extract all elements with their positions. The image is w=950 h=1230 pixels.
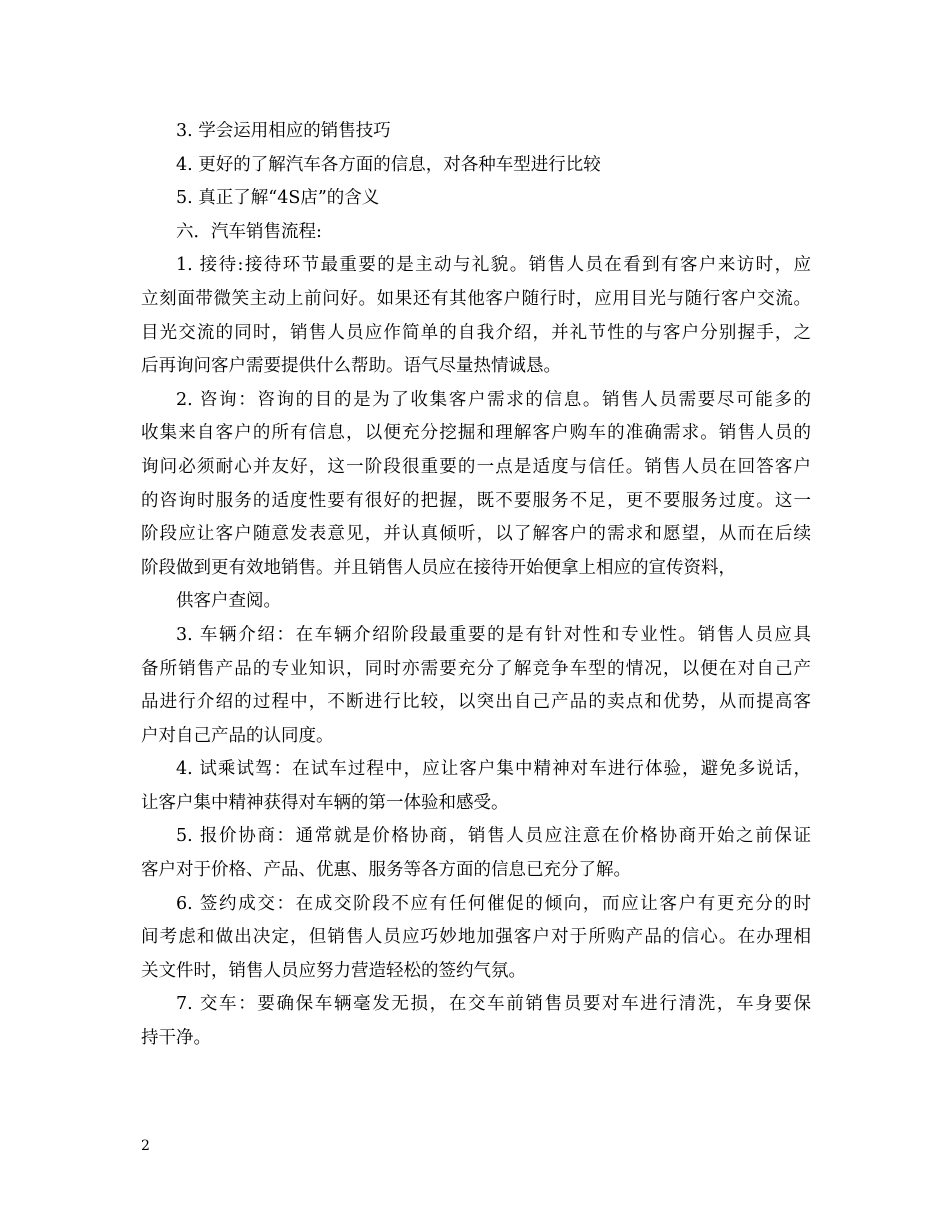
text-line: 3. 车辆介绍：在车辆介绍阶段最重要的是有针对性和专业性。销售人员应具 bbox=[176, 624, 811, 645]
text-line: 关文件时，销售人员应努力营造轻松的签约气氛。 bbox=[141, 960, 526, 981]
text-line: 品进行介绍的过程中，不断进行比较，以突出自己产品的卖点和优势，从而提高客 bbox=[141, 692, 811, 713]
text-line: 让客户集中精神获得对车辆的第一体验和感受。 bbox=[141, 792, 509, 813]
page-number: 2 bbox=[141, 1138, 150, 1154]
text-line: 后再询问客户需要提供什么帮助。语气尽量热情诚恳。 bbox=[141, 356, 561, 377]
text-line: 4. 试乘试驾：在试车过程中，应让客户集中精神对车进行体验，避免多说话， bbox=[176, 759, 811, 780]
text-line: 7. 交车：要确保车辆毫发无损，在交车前销售员要对车进行清洗，车身要保 bbox=[176, 994, 811, 1015]
text-line: 收集来自客户的所有信息，以便充分挖掘和理解客户购车的准确需求。销售人员的 bbox=[141, 423, 811, 444]
text-line: 1. 接待:接待环节最重要的是主动与礼貌。销售人员在看到有客户来访时，应 bbox=[176, 255, 811, 276]
text-line: 阶段做到更有效地销售。并且销售人员应在接待开始便拿上相应的宣传资料， bbox=[141, 557, 736, 578]
text-line: 5. 真正了解“4S店”的含义 bbox=[176, 188, 380, 209]
text-line: 3. 学会运用相应的销售技巧 bbox=[176, 121, 391, 141]
text-line: 的咨询时服务的适度性要有很好的把握，既不要服务不足，更不要服务过度。这一 bbox=[141, 490, 811, 511]
text-line: 间考虑和做出决定，但销售人员应巧妙地加强客户对于所购产品的信心。在办理相 bbox=[141, 927, 811, 948]
text-line: 目光交流的同时，销售人员应作简单的自我介绍，并礼节性的与客户分别握手，之 bbox=[141, 322, 811, 343]
document-body bbox=[141, 115, 811, 1056]
text-line: 5. 报价协商：通常就是价格协商，销售人员应注意在价格协商开始之前保证 bbox=[176, 826, 811, 847]
text-line: 客户对于价格、产品、优惠、服务等各方面的信息已充分了解。 bbox=[141, 860, 631, 881]
text-line: 阶段应让客户随意发表意见，并认真倾听，以了解客户的需求和愿望，从而在后续 bbox=[141, 524, 811, 545]
text-line: 六．汽车销售流程: bbox=[176, 221, 322, 242]
text-line: 6. 签约成交：在成交阶段不应有任何催促的倾向，而应让客户有更充分的时 bbox=[176, 893, 811, 914]
text-line: 4. 更好的了解汽车各方面的信息，对各种车型进行比较 bbox=[176, 154, 601, 175]
text-line: 立刻面带微笑主动上前问好。如果还有其他客户随行时，应用目光与随行客户交流。 bbox=[141, 288, 811, 309]
text-line: 供客户查阅。 bbox=[176, 591, 281, 612]
text-line: 备所销售产品的专业知识，同时亦需要充分了解竞争车型的情况，以便在对自己产 bbox=[141, 658, 811, 679]
text-line: 户对自己产品的认同度。 bbox=[141, 725, 334, 746]
text-line: 持干净。 bbox=[141, 1028, 211, 1049]
text-line: 2. 咨询：咨询的目的是为了收集客户需求的信息。销售人员需要尽可能多的 bbox=[176, 389, 811, 410]
text-line: 询问必须耐心并友好，这一阶段很重要的一点是适度与信任。销售人员在回答客户 bbox=[141, 456, 811, 477]
